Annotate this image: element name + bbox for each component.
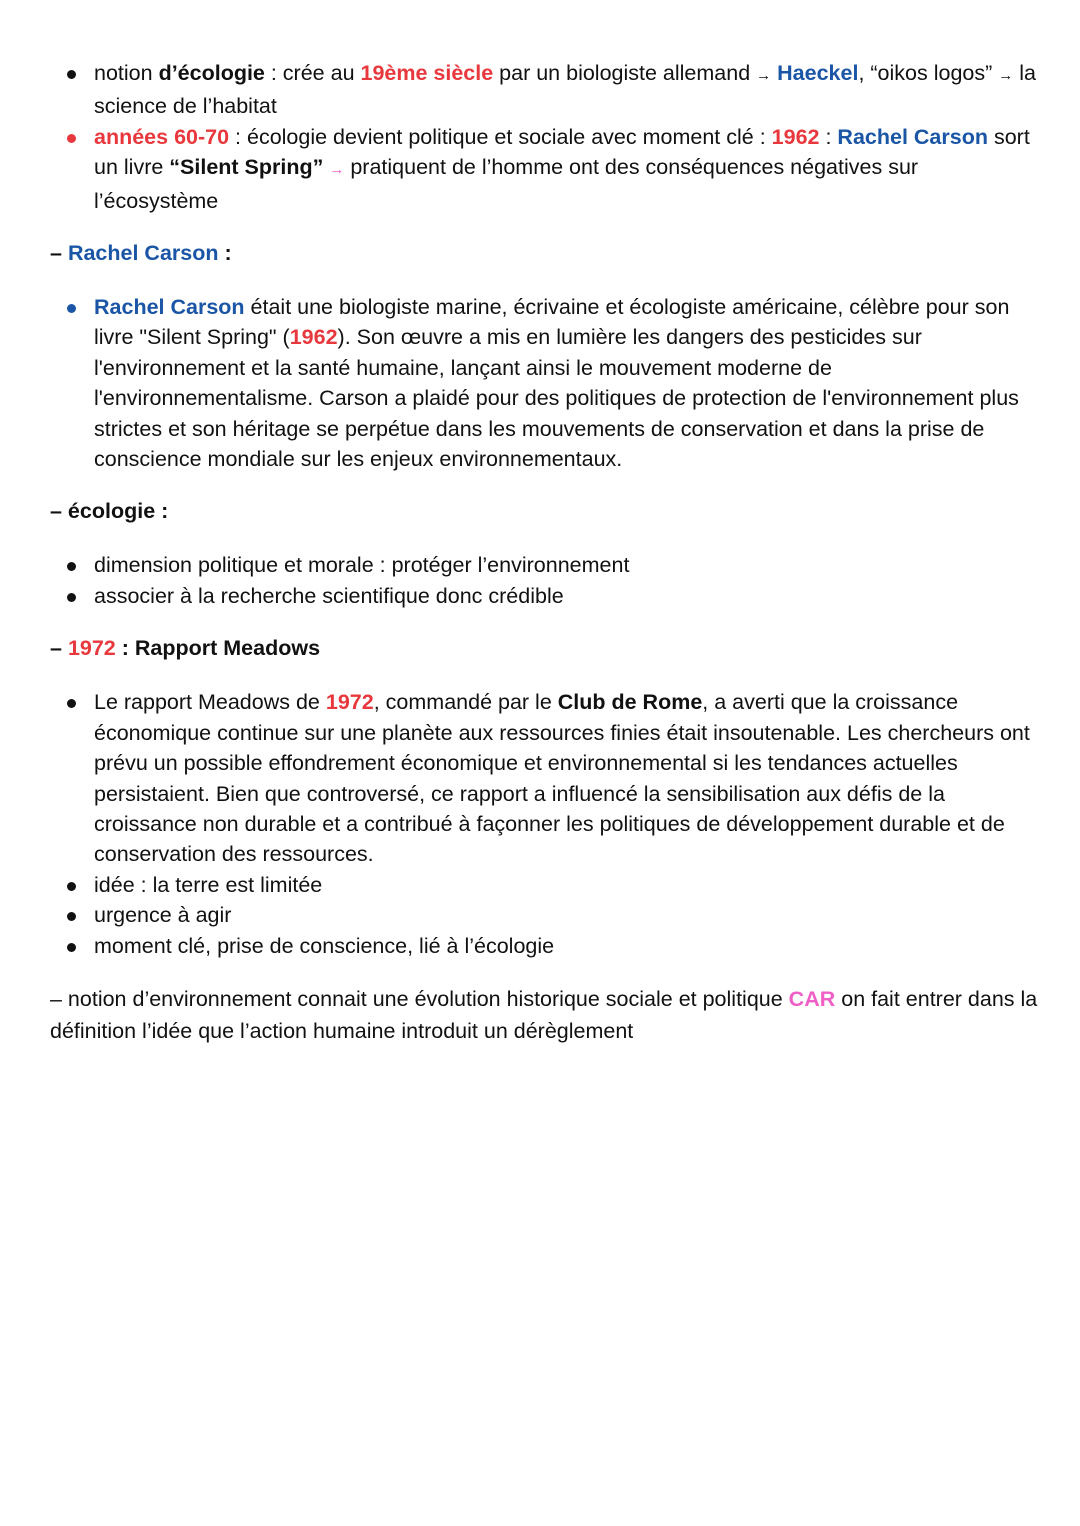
intro-list (50, 58, 1040, 216)
list-item: urgence à agir (94, 900, 1040, 930)
meadows-list (50, 687, 1040, 961)
arrow-right-icon: → (756, 67, 772, 84)
bullet-icon (67, 593, 76, 602)
highlight-rachel-carson: Rachel Carson (837, 124, 988, 149)
arrow-right-icon: → (998, 67, 1014, 84)
conclusion-paragraph: – notion d’environnement connait une évolution historique sociale et politique CAR on fait entrer dans la définition l’idée que l’action humaine introduit un dérèglement (50, 986, 1038, 1043)
bullet-icon (67, 699, 76, 708)
bullet-icon (67, 562, 76, 571)
list-item: dimension politique et morale : protéger l’environnement (94, 550, 1040, 580)
list-item: associer à la recherche scientifique donc crédible (94, 581, 1040, 611)
bullet-icon (67, 943, 76, 952)
bullet-icon (67, 912, 76, 921)
document-page (50, 58, 1040, 1047)
bullet-icon (67, 882, 76, 891)
list-item: moment clé, prise de conscience, lié à l’écologie (94, 931, 1040, 961)
highlight-annees-60-70: années 60-70 (94, 124, 230, 149)
list-item: idée : la terre est limitée (94, 870, 1040, 900)
list-item-carson-bio: Rachel Carson était une biologiste marine, écrivaine et écologiste américaine, célèbre pour son livre "Silent Spring" (1962). Son œuvre a mis en lumière les dangers des pesticides sur l'environnement et la santé humaine, lançant ainsi le mouvement moderne de l'environnementalisme. Carson a plaidé pour des politiques de protection de l'environnement plus strictes et son héritage se perpétue dans les mouvements de conservation et dans la prise de conscience mondiale sur les enjeux environnementaux. (94, 292, 1040, 474)
list-item-meadows-summary: Le rapport Meadows de 1972, commandé par le Club de Rome, a averti que la croissance économique continue sur une planète aux ressources finies était insoutenable. Les chercheurs ont prévu un possible effondrement économique et environnemental si les tendances actuelles persistaient. Bien que controversé, ce rapport a influencé la sensibilisation aux défis de la croissance non durable et a contribué à façonner les politiques de développement durable et de conservation des ressources. (94, 687, 1040, 869)
list-item-annees-60-70: années 60-70 : écologie devient politique et sociale avec moment clé : 1962 : Rachel Carson sort un livre “Silent Spring” → pratiquent de l’homme ont des conséquences négatives sur l’écosystème (94, 122, 1040, 216)
bullet-icon (67, 134, 76, 143)
list-item-ecologie-notion: notion d’écologie : crée au 19ème siècle par un biologiste allemand → Haeckel, “oikos logos” → la science de l’habitat (94, 58, 1040, 122)
section-heading-rachel-carson: – Rachel Carson : (50, 241, 232, 266)
bullet-icon (67, 70, 76, 79)
carson-list (50, 292, 1040, 474)
bullet-icon (67, 304, 76, 313)
highlight-1962: 1962 (771, 124, 820, 149)
highlight-car: CAR (788, 986, 836, 1011)
section-heading-ecologie: – écologie : (50, 499, 169, 524)
book-title-silent-spring: “Silent Spring” (169, 155, 324, 180)
term-ecologie: d’écologie (158, 61, 265, 85)
highlight-haeckel: Haeckel (777, 61, 859, 85)
highlight-19eme-siecle: 19ème siècle (360, 61, 494, 85)
arrow-right-icon: → (329, 161, 345, 179)
ecologie-list (50, 550, 1040, 611)
section-heading-rapport-meadows: – 1972 : Rapport Meadows (50, 636, 321, 661)
